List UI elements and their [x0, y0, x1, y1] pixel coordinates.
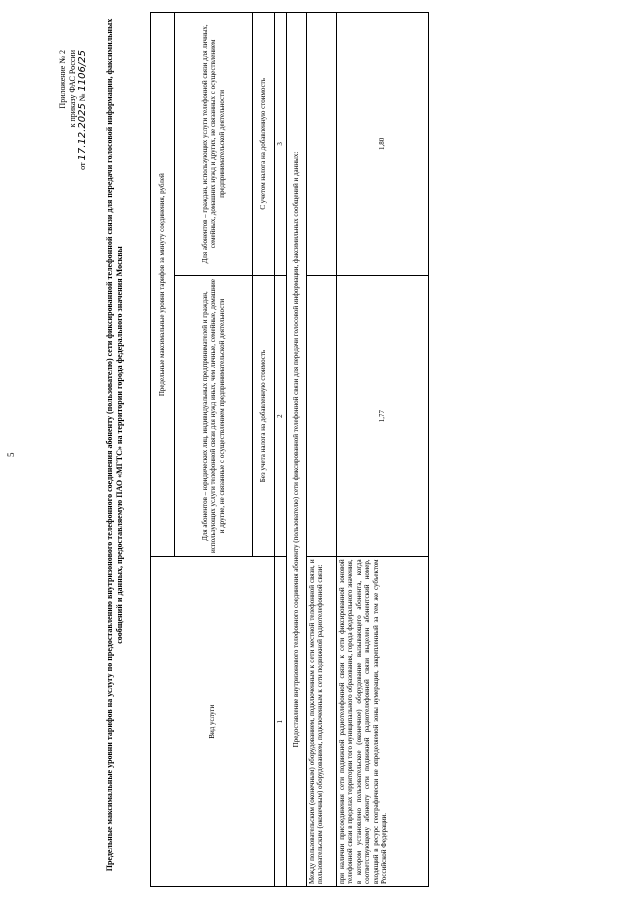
appendix-date-line: от 17.12.2025 № 1106/25: [77, 50, 88, 170]
appendix-header: [58, 50, 88, 170]
column-number-3: 3: [275, 13, 287, 276]
page-number: 5: [6, 452, 16, 457]
header-legal-entities: Для абонентов – юридических лиц, индивидуальных предпринимателей и граждан, использующих услуги телефонной связи для нужд иных, чем личные, семейные, домашние и другие, не связанные с осуществлением предпринимательской деятельности: [175, 275, 253, 557]
handwritten-date: 17.12.2025: [77, 103, 88, 161]
handwritten-number: 1106/25: [77, 50, 88, 92]
row1-value-vat: [306, 13, 336, 276]
row1-value-no-vat: [306, 275, 336, 557]
row2-value-no-vat: 1,77: [336, 275, 428, 557]
appendix-title: Приложение № 2: [58, 50, 67, 109]
section-title: Предоставление внутризонового телефонного соединения абоненту (пользователю) сети фиксированной телефонной связи для передачи голосовой информации, факсимильных сообщений и данных:: [286, 13, 306, 887]
header-service-type: Вид услуги: [151, 557, 275, 887]
header-citizens: Для абонентов – граждан, использующих услуги телефонной связи для личных, семейных, домашних нужд и других, не связанных с осуществлением предпринимательской деятельности: [175, 13, 253, 276]
header-vat-included: С учетом налога на добавленную стоимость: [253, 13, 275, 276]
tariff-table: [150, 12, 429, 887]
header-vat-excluded: Без учета налога на добавленную стоимость: [253, 275, 275, 557]
appendix-order: к приказу ФАС России: [68, 50, 77, 128]
row2-service: при наличии присоединения сети подвижной радиотелефонной связи к сети фиксированной зоновой телефонной связи в пределах территории того муниципального образования, города федерального значения, в котором установлено пользовательское (оконечное) оборудование вызывающего абонента, когда соответствующему абоненту сети подвижной радиотелефонной связи выделен абонентский номер, входящий в ресурс географически не определяемой зоны нумерации, закрепленный за тем же субъектом Российской Федерации.: [336, 557, 428, 887]
document-title: Предельные максимальные уровни тарифов на услугу по предоставлению внутризонового телефонного соединения абоненту (пользователю) сети фиксированной телефонной связи для передачи голосовой информации, факсимильных сообщений и данных, предоставляемую ПАО «МГТС» на территории города федерального значения Москвы: [105, 18, 124, 872]
column-number-2: 2: [275, 275, 287, 557]
header-tariff-group: Предельные максимальные уровни тарифов за минуту соединения, рублей: [151, 13, 175, 557]
row1-service: Между пользовательским (оконечным) оборудованием, подключенным к сети местной телефонной связи, и пользовательским (оконечным) оборудованием, подключенным к сети подвижной радиотелефонной связи:: [306, 557, 336, 887]
row2-value-vat: 1,80: [336, 13, 428, 276]
column-number-1: 1: [275, 557, 287, 887]
